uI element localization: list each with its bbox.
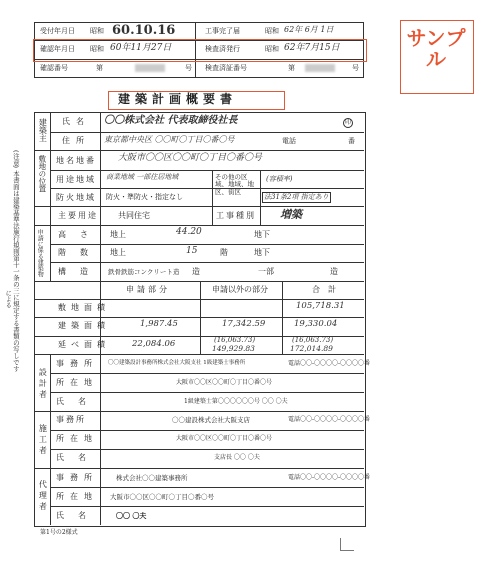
confirm-number-suffix: 号: [185, 64, 192, 72]
confirm-date-label: 確認年月日: [40, 45, 75, 53]
building-area-total: 19,330.04: [294, 319, 338, 329]
work-type-value: 増築: [280, 208, 302, 221]
receipt-date-stamp: 60.10.16: [112, 23, 176, 38]
site-group-label: 敷地の位置: [37, 155, 47, 193]
floor-area-total-paren: (16,063.73): [292, 336, 334, 344]
structure-value: 鉄骨鉄筋コンクリート造: [108, 268, 180, 276]
lot-label: 地名地番: [56, 156, 96, 165]
use-zone-label: 用途地域: [56, 175, 96, 184]
agent-group-label: 代理者: [38, 480, 48, 513]
form-footer: 第1号の2様式: [40, 529, 78, 536]
scan-mark: [340, 538, 341, 550]
structure-part-unit: 造: [330, 267, 338, 276]
builder-name-label: 氏名: [56, 453, 100, 462]
agent-name-label: 氏名: [56, 511, 100, 520]
designer-address-label: 所在地: [56, 378, 98, 387]
inspection-number-redacted: [305, 64, 335, 72]
floor-area-label: 延べ面積: [58, 340, 110, 349]
site-area-total: 105,718.31: [296, 301, 345, 311]
floors-value: 15: [186, 246, 198, 256]
designer-office: 〇〇建築設計事務所株式会社大阪支社 1級建築士事務所: [108, 360, 246, 366]
highlight-confirm-row: [33, 39, 367, 62]
area-header-total: 合計: [312, 285, 344, 294]
builder-office: 〇〇建設株式会社大阪支店: [172, 416, 250, 424]
designer-office-label: 事務所: [56, 359, 98, 368]
floors-above-label: 地上: [110, 248, 126, 257]
main-use-value: 共同住宅: [118, 211, 150, 220]
designer-address: 大阪市〇〇区〇〇町〇丁目〇番〇号: [176, 379, 273, 386]
owner-phone-label: 電話: [282, 137, 296, 145]
completion-report-label: 工事完了届: [205, 27, 240, 35]
designer-name-label: 氏名: [56, 397, 100, 406]
fire-zone-value: 防火・準防火・指定なし: [106, 193, 183, 201]
site-area-label: 敷地面積: [58, 303, 110, 312]
lot-value: 大阪市〇〇区〇〇町〇丁目〇番〇号: [118, 153, 263, 163]
use-zone-value: 商業地域 一部住居地域: [106, 173, 179, 181]
builder-phone: 電話〇〇-〇〇〇〇-〇〇〇〇番: [288, 416, 371, 423]
inspection-number-suffix: 号: [352, 64, 359, 72]
inspection-number-prefix: 第: [288, 64, 295, 72]
building-area-label: 建築面積: [58, 321, 110, 330]
height-below-label: 地下: [254, 230, 270, 239]
owner-name: 〇〇株式会社 代表取締役社長: [104, 115, 238, 126]
agent-office-label: 事務所: [56, 473, 98, 482]
area-header-applied: 申請部分: [126, 285, 170, 294]
owner-seal: 印: [345, 119, 352, 126]
height-above-label: 地上: [110, 230, 126, 239]
builder-group-label: 施工者: [38, 424, 48, 457]
scan-mark: [340, 550, 354, 551]
structure-unit: 造: [192, 267, 200, 276]
floor-area-other-paren: (16,063.73): [214, 336, 256, 344]
owner-address: 東京都中央区 〇〇町〇丁目〇番〇号: [104, 135, 235, 144]
left-note: (注意) 本書面は建築基準法施行規則第十一条の三に規定する書類の写しです: [11, 150, 20, 372]
area-header-other: 申請以外の部分: [212, 285, 268, 294]
receipt-era: 昭和: [90, 27, 104, 35]
use-other-value: (容積率): [266, 175, 293, 183]
inspection-number-label: 検査済証番号: [205, 64, 247, 72]
document-title: 建築計画概要書: [118, 92, 238, 106]
structure-part-label: 一部: [258, 267, 274, 276]
confirm-era: 昭和: [90, 45, 104, 53]
confirm-date: 60年11月27日: [110, 43, 172, 53]
floors-below-label: 地下: [254, 248, 270, 257]
owner-phone-suffix: 番: [348, 137, 355, 145]
structure-label: 構造: [58, 267, 102, 276]
main-use-label: 主要用途: [58, 211, 98, 220]
work-type-label: 工事種別: [216, 211, 256, 220]
agent-address: 大阪市〇〇区〇〇町〇丁目〇番〇号: [110, 493, 214, 501]
owner-address-label: 住所: [62, 136, 90, 145]
builder-name: 支店長 〇〇 〇夫: [214, 454, 260, 461]
floor-area-other: 149,929.83: [212, 344, 255, 353]
agent-name: 〇〇 〇夫: [116, 511, 147, 520]
completion-date: 62年 6月 1日: [284, 25, 334, 34]
floors-label: 階数: [58, 248, 102, 257]
use-other-label: その他の区域、地域、地区、街区: [215, 173, 254, 196]
builder-address: 大阪市〇〇区〇〇町〇丁目〇番〇号: [176, 435, 273, 442]
height-label: 高さ: [58, 230, 102, 239]
designer-name: 1級建築士第〇〇〇〇〇〇号 〇〇 〇夫: [184, 398, 288, 405]
fire-zone-label: 防火地域: [56, 193, 96, 202]
building-group-label: 申請に係る建築物: [36, 229, 44, 277]
confirm-number-label: 確認番号: [40, 64, 68, 72]
height-value: 44.20: [176, 227, 202, 237]
left-note-sub: による: [4, 290, 12, 308]
designer-group-label: 設計者: [38, 368, 48, 401]
floor-area-applied: 22,084.06: [132, 339, 176, 349]
agent-address-label: 所在地: [56, 492, 98, 501]
floors-unit: 階: [220, 248, 228, 257]
owner-group-label: 建築主: [38, 118, 48, 142]
confirm-number-prefix: 第: [96, 64, 103, 72]
inspection-issue-label: 検査済発行: [205, 45, 240, 53]
inspection-era: 昭和: [265, 45, 279, 53]
builder-office-label: 事務所: [56, 415, 86, 424]
building-area-applied: 1,987.45: [140, 319, 178, 329]
completion-era: 昭和: [265, 27, 279, 35]
owner-name-label: 氏名: [62, 117, 90, 126]
inspection-issue-date: 62年7月15日: [284, 43, 340, 53]
receipt-date-label: 受付年月日: [40, 27, 75, 35]
designer-phone: 電話〇〇-〇〇〇〇-〇〇〇〇番: [288, 360, 371, 367]
floor-area-total: 172,014.89: [290, 344, 333, 353]
building-area-other: 17,342.59: [222, 319, 266, 329]
agent-phone: 電話〇〇-〇〇〇〇-〇〇〇〇番: [288, 474, 371, 481]
builder-address-label: 所在地: [56, 434, 98, 443]
confirm-number-redacted: [135, 64, 165, 72]
agent-office: 株式会社〇〇建築事務所: [116, 474, 188, 482]
fire-zone-note: 法31条2項 指定あり: [264, 193, 329, 201]
sample-stamp-text: サンプル: [406, 26, 466, 71]
